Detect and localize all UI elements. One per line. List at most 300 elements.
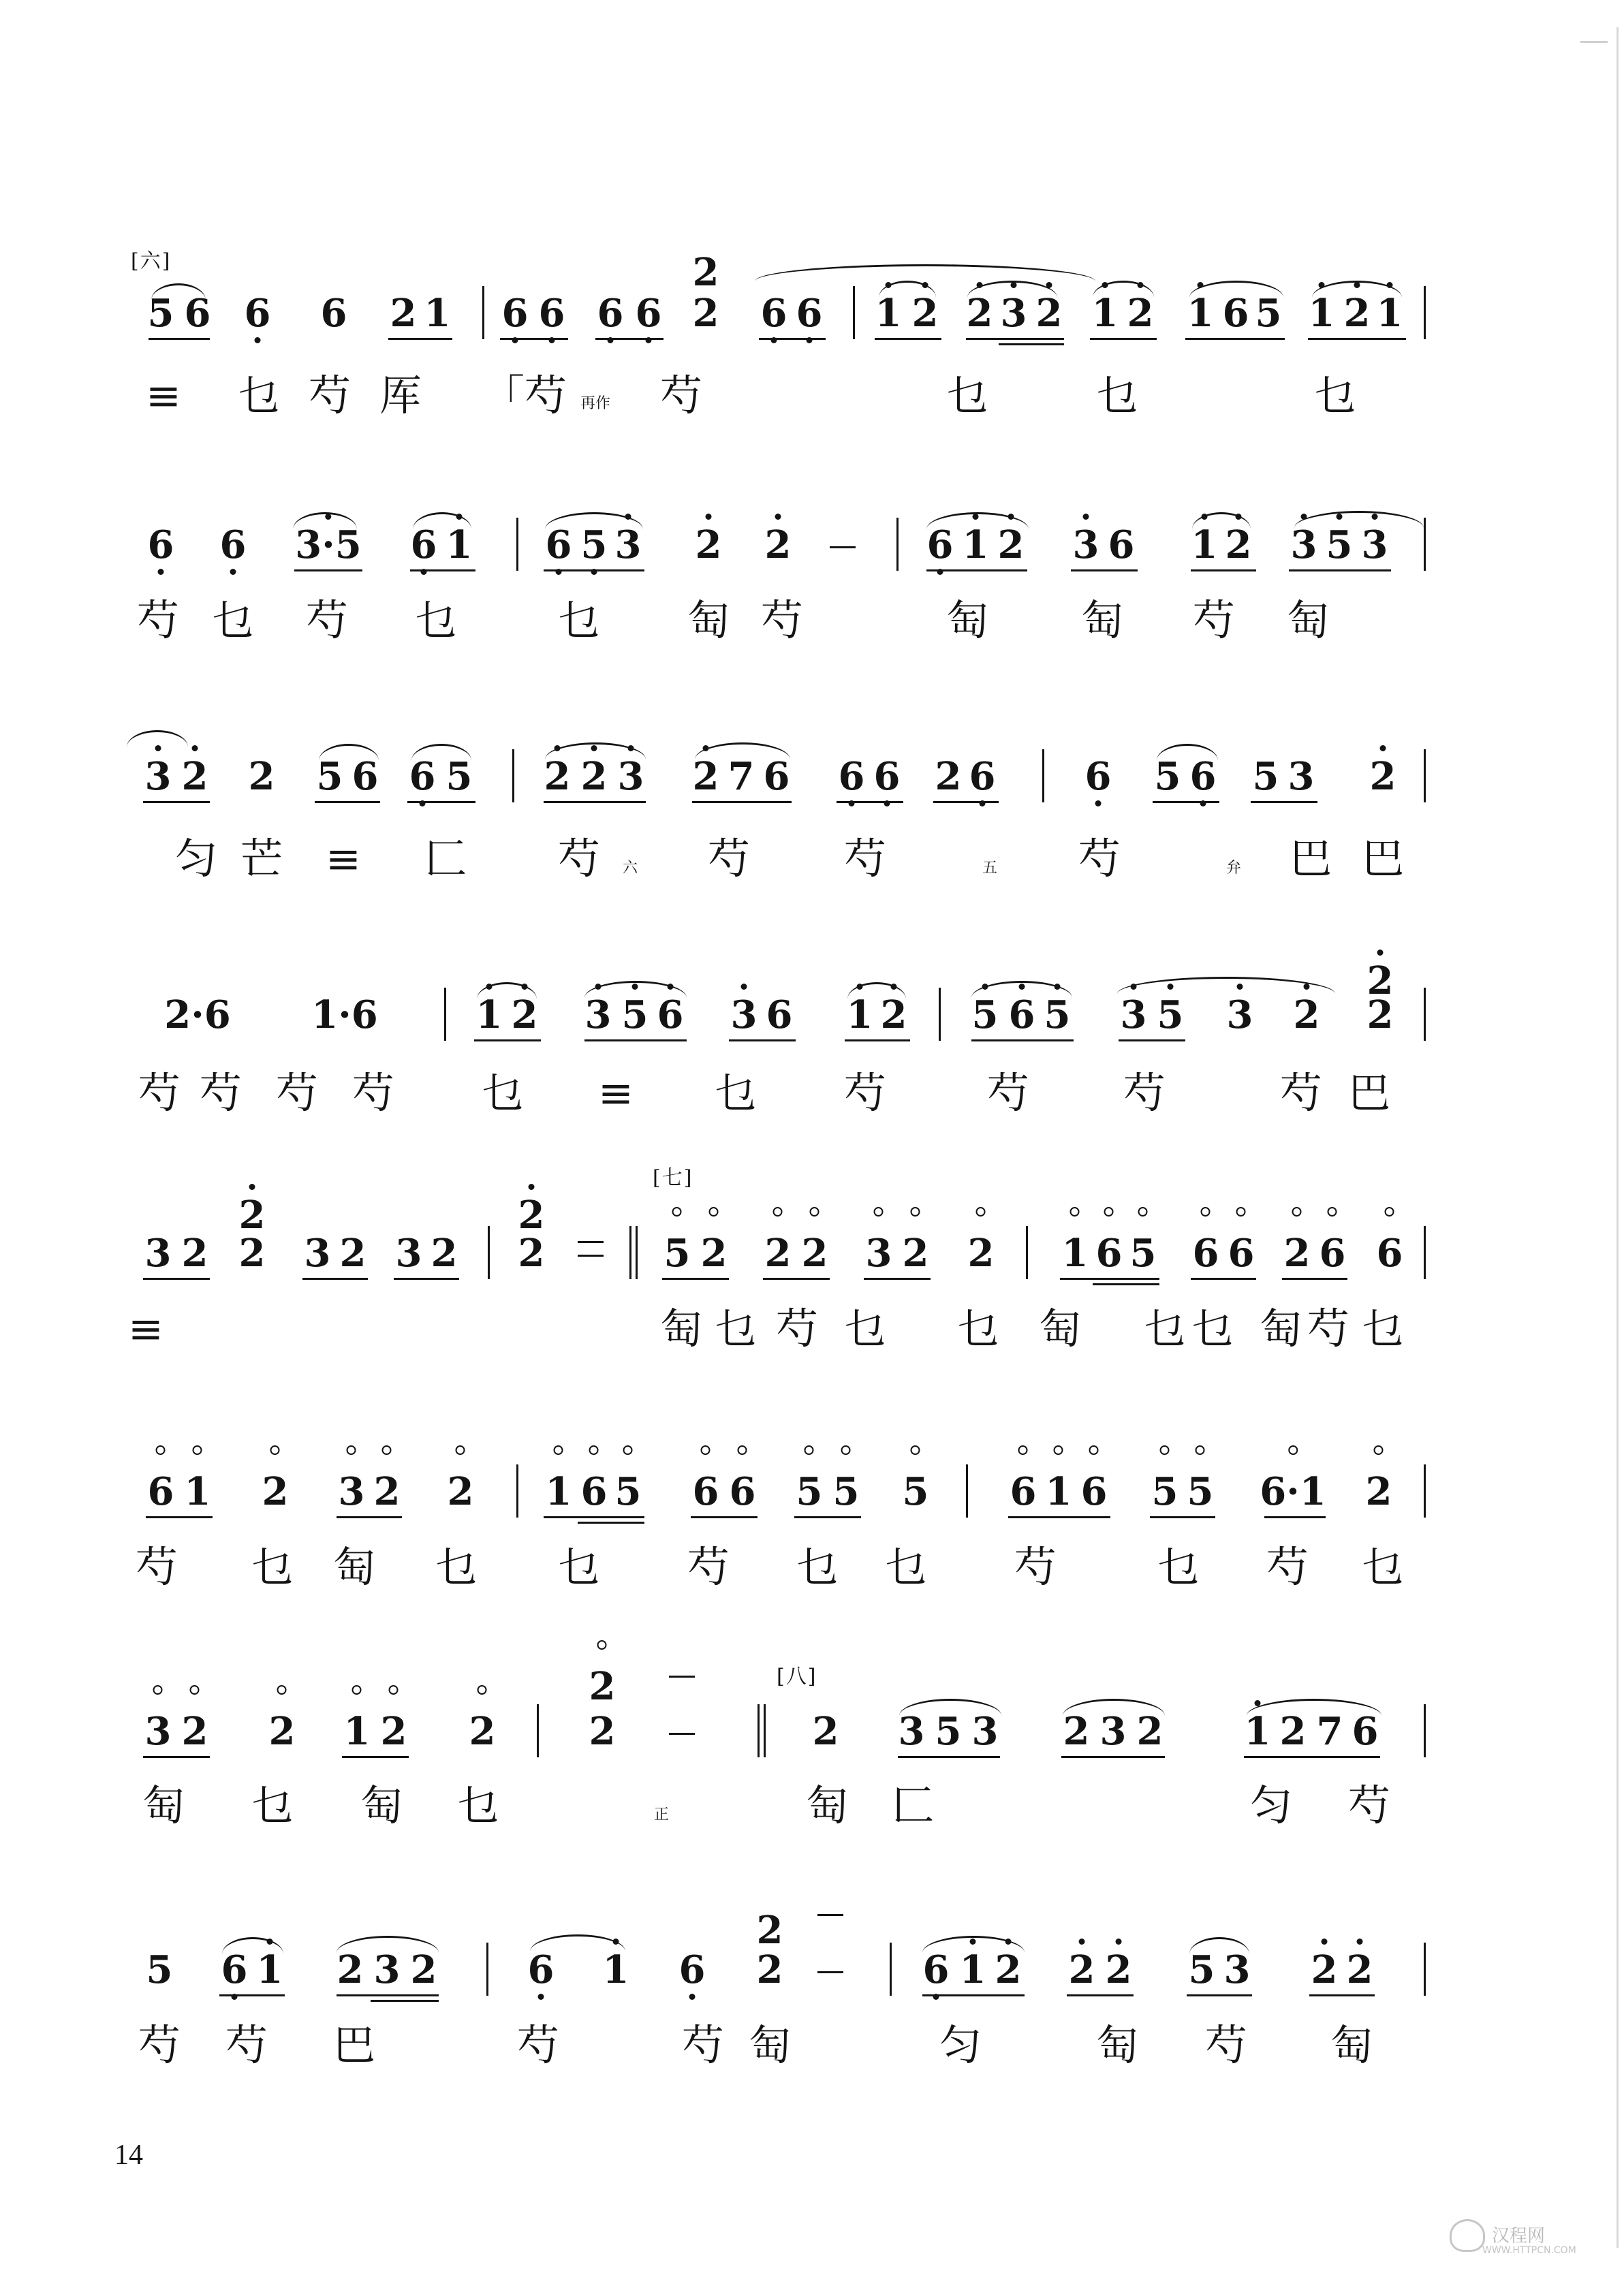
note: 2 xyxy=(1136,1709,1164,1754)
note: 3 xyxy=(1226,992,1253,1037)
tab-char: 芍 xyxy=(681,2020,725,2070)
note: 2 xyxy=(997,522,1025,567)
underline xyxy=(1244,1756,1380,1758)
note: 6 xyxy=(1010,1469,1037,1514)
underline xyxy=(302,1278,368,1280)
note: 5 xyxy=(1188,1947,1215,1992)
underline xyxy=(394,1278,459,1280)
note: 1 xyxy=(1376,291,1403,336)
note: 6 xyxy=(147,522,174,567)
underline xyxy=(691,1516,758,1518)
tab-char: 乜 xyxy=(946,371,989,420)
note: 2 xyxy=(339,1231,366,1276)
note: 3 xyxy=(1000,291,1027,336)
barline xyxy=(1042,749,1044,802)
tab-char: 乜 xyxy=(481,1068,525,1118)
underline xyxy=(143,801,210,803)
underline xyxy=(219,1994,285,1996)
note: 3 xyxy=(617,754,644,799)
tab-char: 乜 xyxy=(1313,371,1357,420)
underline xyxy=(966,338,1064,340)
note: 5 xyxy=(446,754,473,799)
note: 1 xyxy=(475,992,503,1037)
tab-char: 乜 xyxy=(714,1304,758,1353)
tablature-row xyxy=(0,2018,1624,2099)
tab-char: 乜 xyxy=(557,595,601,645)
underline xyxy=(595,338,663,340)
note: 1 xyxy=(343,1709,371,1754)
barline xyxy=(516,518,518,571)
note: 1 xyxy=(875,291,902,336)
note: 5 xyxy=(663,1231,691,1276)
note: 2 xyxy=(692,291,719,336)
underline xyxy=(763,1278,830,1280)
note: 2 xyxy=(692,754,719,799)
underline xyxy=(898,1756,1000,1758)
note: 5 xyxy=(146,1947,173,1992)
note: 3 xyxy=(373,1947,401,1992)
underline xyxy=(875,338,941,340)
note: 6 xyxy=(1222,291,1249,336)
note: 3 xyxy=(1072,522,1099,567)
note: 1 xyxy=(1187,291,1214,336)
tab-char: 芍 xyxy=(138,1068,181,1118)
barline xyxy=(512,749,514,802)
dash xyxy=(669,1733,695,1735)
underline xyxy=(971,1039,1074,1041)
tab-char: 乜 xyxy=(414,595,458,645)
note: 2 xyxy=(902,1231,929,1276)
slur xyxy=(1117,977,1335,994)
tab-char: 乜 xyxy=(1361,1304,1405,1353)
notation-row xyxy=(0,250,1624,381)
note: 3 xyxy=(1099,1709,1127,1754)
note: 5 xyxy=(1151,1469,1178,1514)
note: 7 xyxy=(728,754,755,799)
note: 2 xyxy=(692,250,719,295)
underline xyxy=(922,1994,1025,1996)
note: 2 xyxy=(1346,1947,1373,1992)
barline xyxy=(1424,1704,1426,1757)
tab-char: 乜 xyxy=(456,1780,500,1830)
underline xyxy=(474,1039,541,1041)
tab-char: 匋 xyxy=(946,595,989,645)
underline xyxy=(1191,1278,1256,1280)
note: 6 xyxy=(527,1947,555,1992)
tab-char: 芍 xyxy=(1014,1542,1057,1592)
underline xyxy=(662,1278,729,1280)
barline xyxy=(1424,1464,1426,1518)
underline xyxy=(544,801,646,803)
underline xyxy=(1251,801,1317,803)
note: 6 xyxy=(221,1947,248,1992)
note: 2 xyxy=(518,1231,545,1276)
note: 2 xyxy=(589,1709,616,1754)
tab-char: 匋 xyxy=(1038,1304,1082,1353)
barline xyxy=(939,988,941,1041)
underline xyxy=(1264,1516,1326,1518)
note: 6 xyxy=(1108,522,1135,567)
note: 6 xyxy=(1084,754,1112,799)
note: 3 xyxy=(144,754,172,799)
underline xyxy=(1309,1994,1375,1996)
barline xyxy=(488,1226,490,1279)
notation-row xyxy=(0,722,1624,845)
tab-char: 乜 xyxy=(796,1542,839,1592)
underline xyxy=(1187,1994,1252,1996)
tab-char: 芍 xyxy=(775,1304,819,1353)
underline xyxy=(337,1516,402,1518)
note: 2 xyxy=(1105,1947,1132,1992)
tab-char: 匋 xyxy=(1080,595,1124,645)
note: 6 xyxy=(538,291,565,336)
note: 2 xyxy=(238,1193,266,1238)
tab-char: 乜 xyxy=(956,1304,1000,1353)
note: 2·6 xyxy=(164,992,231,1037)
page-number: 14 xyxy=(114,2139,143,2171)
tab-char: 厍 xyxy=(379,371,422,420)
dash xyxy=(578,1255,604,1257)
page-edge xyxy=(1580,41,1608,43)
note: 3 xyxy=(304,1231,331,1276)
note: 1 xyxy=(545,1469,572,1514)
tab-char: 芍 xyxy=(557,834,601,883)
underline xyxy=(1067,1994,1134,1996)
note: 6 xyxy=(692,1469,719,1514)
note: 3 xyxy=(1287,754,1315,799)
tab-char: 匀 xyxy=(1249,1780,1293,1830)
barline xyxy=(486,1943,488,1996)
underline xyxy=(143,1278,210,1280)
note: 6 xyxy=(1319,1231,1346,1276)
underline xyxy=(1191,569,1256,571)
note: 6 xyxy=(969,754,996,799)
note: 6 xyxy=(766,992,793,1037)
note: 1 xyxy=(1308,291,1335,336)
barline xyxy=(482,286,484,339)
note: 6 xyxy=(635,291,662,336)
note: 1 xyxy=(962,522,989,567)
tab-char: 芍 xyxy=(135,1542,178,1592)
barline xyxy=(1424,1226,1426,1279)
note: 1 xyxy=(959,1947,986,1992)
underline xyxy=(692,801,792,803)
tab-char: ≡ xyxy=(146,371,181,420)
tab-char: 芍 xyxy=(352,1068,395,1118)
note: 6 xyxy=(926,522,954,567)
underline xyxy=(544,569,644,571)
underline xyxy=(500,338,568,340)
dash xyxy=(578,1241,604,1243)
underline xyxy=(294,569,362,571)
underline xyxy=(578,1522,644,1524)
note: 2 xyxy=(911,291,939,336)
section-mark-6: [六] xyxy=(131,249,172,273)
underline xyxy=(794,1516,861,1518)
note: 3 xyxy=(898,1709,925,1754)
tab-char: 芍 xyxy=(138,2020,181,2070)
section-mark-8: [八] xyxy=(777,1665,817,1689)
note: 2 xyxy=(544,754,571,799)
note: 2 xyxy=(764,522,792,567)
tablature-row xyxy=(0,1301,1624,1383)
underline xyxy=(729,1039,796,1041)
double-barline xyxy=(629,1226,638,1279)
note: 6 xyxy=(545,522,572,567)
tab-char: 芍 xyxy=(516,2020,560,2070)
tablature-row xyxy=(0,1539,1624,1621)
underline xyxy=(999,343,1064,345)
tab-annotation: 正 xyxy=(654,1806,670,1823)
underline xyxy=(1061,1756,1165,1758)
note: 3 xyxy=(1361,522,1388,567)
note: 1 xyxy=(602,1947,629,1992)
tab-char: 匋 xyxy=(360,1780,403,1830)
tab-char: 巴 xyxy=(1347,1068,1391,1118)
tab-char: 匋 xyxy=(142,1780,185,1830)
tab-char: 芍 xyxy=(1307,1304,1350,1353)
tab-char: 匋 xyxy=(1259,1304,1302,1353)
note: 2 xyxy=(1369,754,1396,799)
tab-char: 匚 xyxy=(891,1780,935,1830)
underline xyxy=(864,1278,931,1280)
tab-char: 芍 xyxy=(707,834,751,883)
note: 3 xyxy=(338,1469,365,1514)
tab-char: 芍 xyxy=(1078,834,1121,883)
note: 2 xyxy=(1367,958,1394,1003)
note: 6 xyxy=(184,291,211,336)
underline xyxy=(845,1039,910,1041)
note: 6 xyxy=(1189,754,1217,799)
note: 2 xyxy=(764,1231,792,1276)
watermark-logo-icon xyxy=(1450,2219,1485,2252)
note: 3 xyxy=(971,1709,999,1754)
note: 1 xyxy=(1061,1231,1089,1276)
tab-char: 芍 xyxy=(305,595,349,645)
note: 1·6 xyxy=(311,992,378,1037)
tab-annotation: 五 xyxy=(982,860,998,877)
tab-char: 乜 xyxy=(843,1304,887,1353)
underline xyxy=(388,338,452,340)
underline xyxy=(1308,338,1406,340)
note: 3·5 xyxy=(295,522,362,567)
note: 6 xyxy=(219,522,247,567)
tab-char: 芍 xyxy=(843,834,887,883)
note: 5 xyxy=(1157,992,1184,1037)
note: 2 xyxy=(1063,1709,1090,1754)
note: 6·1 xyxy=(1260,1469,1326,1514)
note: 1 xyxy=(424,291,451,336)
note: 2 xyxy=(580,754,608,799)
tab-char: 芍 xyxy=(687,1542,730,1592)
note: 3 xyxy=(144,1709,172,1754)
note: 2 xyxy=(431,1231,458,1276)
barline xyxy=(1424,286,1426,339)
tab-char: 芍 xyxy=(1123,1068,1166,1118)
note: 6 xyxy=(352,754,379,799)
note: 6 xyxy=(409,754,436,799)
barline xyxy=(1424,988,1426,1041)
note: 1 xyxy=(1191,522,1218,567)
tab-char: 匋 xyxy=(748,2020,792,2070)
underline xyxy=(371,2000,439,2002)
tab-char: 乜 xyxy=(1095,371,1139,420)
underline xyxy=(146,1516,213,1518)
barline xyxy=(1026,1226,1028,1279)
note: 2 xyxy=(181,1709,208,1754)
note: 2 xyxy=(1283,1231,1311,1276)
underline xyxy=(926,569,1027,571)
note: 6 xyxy=(657,992,684,1037)
note: 5 xyxy=(971,992,999,1037)
note: 6 xyxy=(678,1947,706,1992)
note: 6 xyxy=(410,522,437,567)
note: 5 xyxy=(614,1469,642,1514)
barline xyxy=(966,1464,968,1518)
note: 2 xyxy=(380,1709,407,1754)
tab-char: 乜 xyxy=(251,1780,294,1830)
watermark-url: WWW.HTTPCN.COM xyxy=(1482,2245,1576,2256)
note: 3 xyxy=(584,992,612,1037)
note: 5 xyxy=(902,1469,929,1514)
note: 6 xyxy=(320,291,347,336)
underline xyxy=(410,569,475,571)
tab-char: 巴 xyxy=(1361,834,1405,883)
note: 2 xyxy=(410,1947,437,1992)
tablature-row xyxy=(0,593,1624,674)
barline xyxy=(516,1464,518,1518)
slur xyxy=(755,264,1095,281)
note: 3 xyxy=(1290,522,1317,567)
note: 2 xyxy=(1367,992,1394,1037)
note: 2 xyxy=(589,1664,616,1709)
note: 6 xyxy=(873,754,901,799)
note: 1 xyxy=(1244,1709,1271,1754)
tab-char: 芍 xyxy=(1192,595,1236,645)
underline xyxy=(759,338,826,340)
tab-char: 乜 xyxy=(1361,1542,1405,1592)
note: 2 xyxy=(756,1908,783,1953)
tab-char: 芍 xyxy=(225,2020,268,2070)
note: 2 xyxy=(935,754,962,799)
barline xyxy=(444,988,446,1041)
note: 2 xyxy=(966,291,993,336)
note: 6 xyxy=(1080,1469,1108,1514)
underline xyxy=(407,801,475,803)
note: 3 xyxy=(395,1231,422,1276)
tab-char: 乜 xyxy=(435,1542,478,1592)
tab-char: 乜 xyxy=(714,1068,758,1118)
note: 5 xyxy=(1187,1469,1214,1514)
double-barline xyxy=(758,1704,766,1757)
underline xyxy=(337,1994,439,1996)
tab-char: 匋 xyxy=(332,1542,376,1592)
note: 5 xyxy=(316,754,343,799)
note: 2 xyxy=(695,522,722,567)
note: 5 xyxy=(796,1469,823,1514)
underline xyxy=(342,1756,409,1758)
tab-char: ≡ xyxy=(326,834,361,883)
tab-char: 乜 xyxy=(557,1542,601,1592)
note: 6 xyxy=(597,291,624,336)
underline xyxy=(1071,569,1138,571)
note: 3 xyxy=(1120,992,1147,1037)
note: 5 xyxy=(1255,291,1282,336)
tab-char: 匋 xyxy=(1095,2020,1139,2070)
note: 2 xyxy=(181,754,208,799)
tablature-row xyxy=(0,1778,1624,1860)
note: 5 xyxy=(621,992,649,1037)
tab-char: 匋 xyxy=(805,1780,849,1830)
note: 5 xyxy=(1252,754,1279,799)
note: 2 xyxy=(1293,992,1320,1037)
tab-char: 乜 xyxy=(211,595,255,645)
note: 2 xyxy=(1127,291,1154,336)
tab-char: 乜 xyxy=(251,1542,294,1592)
note: 2 xyxy=(995,1947,1022,1992)
note: 6 xyxy=(501,291,529,336)
note: 2 xyxy=(756,1947,783,1992)
note: 6 xyxy=(796,291,823,336)
note: 2 xyxy=(812,1709,839,1754)
note: 1 xyxy=(1091,291,1119,336)
note: 2 xyxy=(447,1469,474,1514)
underline xyxy=(1150,1516,1215,1518)
barline xyxy=(1424,749,1426,802)
barline xyxy=(896,518,899,571)
tab-char: 芍 xyxy=(760,595,804,645)
dash xyxy=(669,1676,695,1678)
note: 2 xyxy=(801,1231,828,1276)
note: 7 xyxy=(1316,1709,1343,1754)
note: 1 xyxy=(1045,1469,1072,1514)
underline xyxy=(1185,338,1285,340)
note: 2 xyxy=(967,1231,995,1276)
underline xyxy=(1090,338,1157,340)
note: 6 xyxy=(147,1469,174,1514)
note: 6 xyxy=(244,291,271,336)
note: 6 xyxy=(1352,1709,1379,1754)
tab-char: 芍 xyxy=(136,595,180,645)
note: 6 xyxy=(760,291,787,336)
note: 6 xyxy=(580,1469,608,1514)
tablature-row xyxy=(0,1065,1624,1147)
note: 2 xyxy=(700,1231,728,1276)
tab-char: 乜 xyxy=(237,371,281,420)
note: 2 xyxy=(248,754,275,799)
tab-char: 芍 xyxy=(199,1068,243,1118)
tab-char: 匋 xyxy=(659,1304,703,1353)
note: 6 xyxy=(1228,1231,1255,1276)
tab-char: 乜 xyxy=(1191,1304,1234,1353)
underline xyxy=(1008,1516,1110,1518)
note: 5 xyxy=(1154,754,1181,799)
note: 2 xyxy=(1365,1469,1392,1514)
note: 2 xyxy=(469,1709,496,1754)
underline xyxy=(837,801,903,803)
tab-char: 芍 xyxy=(1204,2020,1248,2070)
barline xyxy=(890,1943,892,1996)
underline xyxy=(1119,1039,1185,1041)
tab-char: 匀 xyxy=(174,834,218,883)
tab-char: 芍 xyxy=(1266,1542,1309,1592)
watermark-text: 汉程网 xyxy=(1492,2226,1546,2246)
tab-annotation: 六 xyxy=(623,860,638,877)
note: 5 xyxy=(935,1709,962,1754)
note: 2 xyxy=(268,1709,296,1754)
note: 2 xyxy=(518,1193,545,1238)
section-mark-7: [七] xyxy=(653,1166,693,1190)
